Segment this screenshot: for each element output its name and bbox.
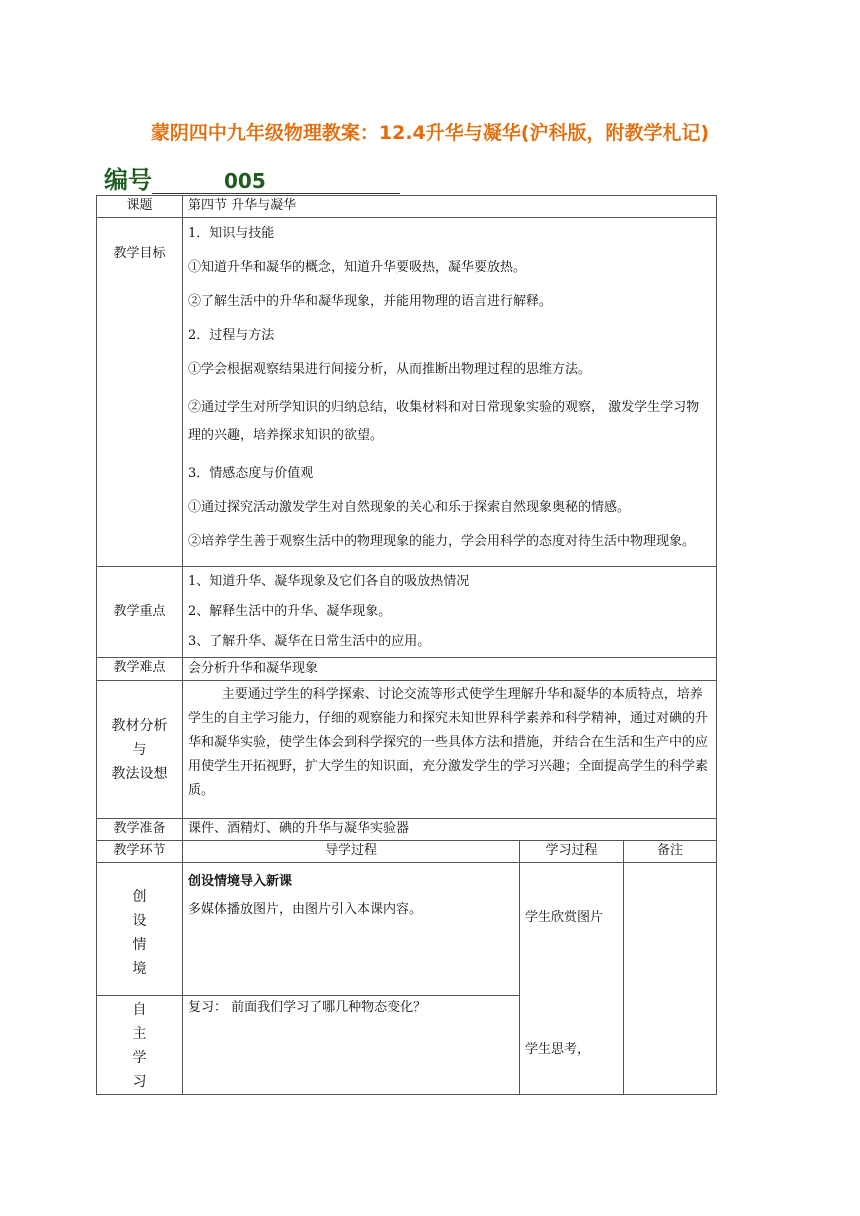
objective-line: ①通过探究活动激发学生对自然现象的关心和乐于探索自然现象奥秘的情感。: [188, 500, 631, 515]
objective-line: 3．情感态度与价值观: [188, 466, 314, 481]
key-point-line: 1、知道升华、凝华现象及它们各自的吸放热情况: [188, 574, 470, 589]
stage-label-char: 主: [132, 1026, 147, 1042]
stage-create-text: 多媒体播放图片，由图片引入本课内容。: [188, 902, 423, 917]
row-analysis: [97, 681, 717, 819]
objective-line: 2．过程与方法: [188, 328, 275, 343]
objectives-content: [183, 218, 717, 567]
stage-create-learn: 学生欣赏图片: [525, 910, 604, 925]
key-points-content: [183, 567, 717, 658]
objective-line: ②通过学生对所学知识的归纳总结，收集材料和对日常现象实验的观察， 激发学生学习物理的兴趣，培养探求知识的欲望。: [188, 400, 700, 443]
analysis-label-line: 教法设想: [111, 765, 168, 782]
row-preparation: [97, 819, 717, 841]
row-difficulty: [97, 658, 717, 681]
row-stage-create: [97, 863, 717, 996]
stage-create-label: [97, 863, 183, 996]
difficulty-label: 教学难点: [97, 658, 183, 681]
learn-process-cell: [520, 863, 624, 1095]
key-points-label: 教学重点: [97, 567, 183, 658]
stage-create-heading: 创设情境导入新课: [188, 874, 293, 889]
row-objectives: [97, 218, 717, 567]
row-stage-header: [97, 841, 717, 863]
objective-line: ①学会根据观察结果进行间接分析，从而推断出物理过程的思维方法。: [188, 362, 592, 377]
serial-value: 005: [152, 169, 400, 194]
analysis-label-line: 教材分析: [111, 717, 168, 734]
header-learn: 学习过程: [520, 841, 624, 863]
stage-self-guide: 复习： 前面我们学习了哪几种物态变化？: [183, 996, 520, 1095]
difficulty-value: 会分析升华和凝华现象: [183, 658, 717, 681]
topic-value: 第四节 升华与凝华: [183, 196, 717, 218]
objective-line: 1．知识与技能: [188, 226, 275, 241]
objective-line: ②培养学生善于观察生活中的物理现象的能力，学会用科学的态度对待生活中物理现象。: [188, 534, 696, 549]
document-title: 蒙阴四中九年级物理教案：12.4升华与凝华(沪科版，附教学札记): [150, 122, 710, 144]
serial-label: 编号: [104, 166, 152, 194]
key-point-line: 2、解释生活中的升华、凝华现象。: [188, 604, 392, 619]
row-topic: [97, 196, 717, 218]
preparation-value: 课件、酒精灯、碘的升华与凝华实验器: [183, 819, 717, 841]
stage-label-char: 学: [132, 1050, 147, 1066]
stage-label-char: 情: [132, 937, 147, 953]
key-point-line: 3、了解升华、凝华在日常生活中的应用。: [188, 634, 431, 649]
serial-number: [104, 160, 400, 195]
stage-label-char: 设: [132, 913, 147, 929]
analysis-label: [97, 681, 183, 819]
stage-label-char: 自: [132, 1002, 147, 1018]
lesson-plan-table: [96, 195, 717, 1095]
stage-label-char: 境: [132, 961, 147, 977]
topic-label: 课题: [97, 196, 183, 218]
header-stage: 教学环节: [97, 841, 183, 863]
note-cell: [624, 863, 717, 1095]
stage-label-char: 创: [132, 889, 147, 905]
analysis-label-line: 与: [132, 741, 147, 758]
stage-self-learn: 学生思考，: [525, 1042, 591, 1057]
stage-create-guide: [183, 863, 520, 996]
stage-label-char: 习: [132, 1074, 147, 1090]
objective-line: ①知道升华和凝华的概念，知道升华要吸热，凝华要放热。: [188, 260, 527, 275]
stage-self-label: [97, 996, 183, 1095]
preparation-label: 教学准备: [97, 819, 183, 841]
analysis-value: 主要通过学生的科学探索、讨论交流等形式使学生理解升华和凝华的本质特点，培养学生的自主学习能力，仔细的观察能力和探究未知世界科学素养和科学精神，通过对碘的升华和凝华实验，使学生体会到科学探究的一些具体方法和措施，并结合在生活和生产中的应用使学生开拓视野，扩大学生的知识面，充分激发学生的学习兴趣；全面提高学生的科学素质。: [183, 681, 717, 819]
header-note: 备注: [624, 841, 717, 863]
row-key-points: [97, 567, 717, 658]
objectives-label: 教学目标: [97, 218, 183, 567]
header-guide: 导学过程: [183, 841, 520, 863]
objective-line: ②了解生活中的升华和凝华现象，并能用物理的语言进行解释。: [188, 294, 553, 309]
